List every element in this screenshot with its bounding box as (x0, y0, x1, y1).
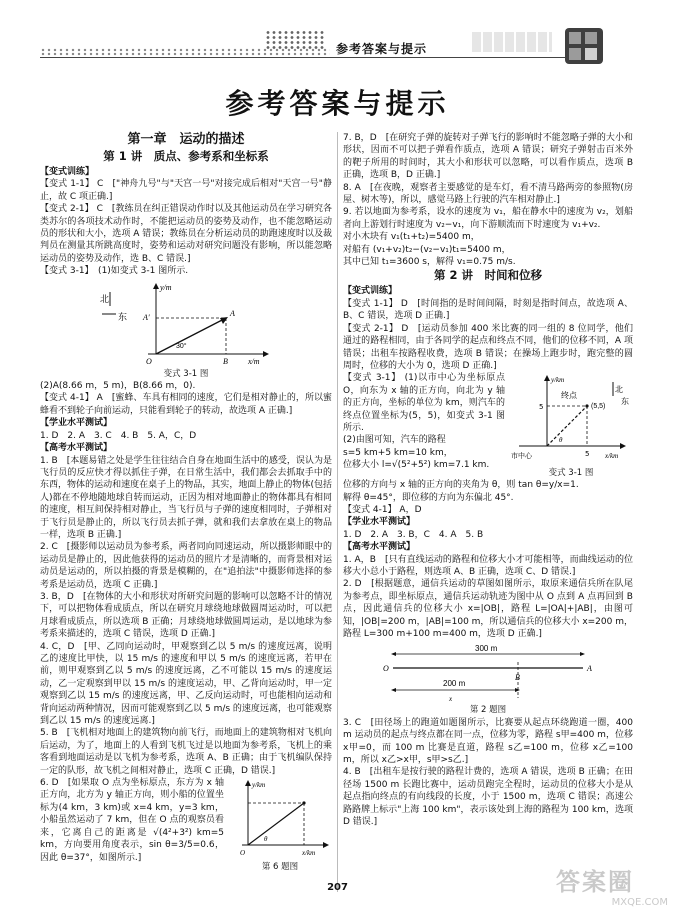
section-label: 【变式训练】 (343, 286, 398, 297)
section-label: 【变式训练】 (40, 167, 95, 177)
header-dot-pattern-2 (265, 30, 325, 50)
answer-paragraph: 4. B [出租车是按行驶的路程计费的，选项 A 错误，选项 B 正确；在田径场 1500 m 长跑比赛中，运动员跑完全程时，运动员的位移大小是从起点指向终点的有向线段的长度，小于 1500 m，选项 C 错误；高速公路路牌上标示"上海 100 km"，表示该处到上海的路程为 100 km，选项 D 错误.] (343, 767, 633, 828)
figure-coordinate-3-1 (96, 280, 276, 368)
svg-text:y/km: y/km (551, 376, 565, 385)
svg-text:θ: θ (264, 835, 268, 844)
chapter-heading: 第一章 运动的描述 (127, 132, 245, 147)
watermark-line-2: MXQE.COM (611, 897, 668, 908)
fig-label-north: 北 (100, 293, 110, 304)
answer-paragraph: 2. D [根据题意，通信兵运动的草图如图所示，取原来通信兵所在队尾为参考点，即坐标原点，通信兵运动轨迹为图中从 O 点到 A 点再回到 B 点，因此通信兵的位移大小 x=|OB|，路程 L=|OA|+|AB|，由图可知，|OB|=200 m，|AB|=100 m，所以通信兵的位移大小 x=200 m，路程 L=300 m+100 m=400 m，选项 D 正确.] (343, 579, 633, 639)
section-label: 【高考水平测试】 (343, 542, 416, 553)
svg-text:30°: 30° (176, 342, 187, 350)
fig-label-center: 市中心 (511, 453, 532, 461)
column-divider (337, 132, 338, 892)
figure-caption: 变式 3-1 图 (163, 368, 209, 379)
section-label: 【高考水平测试】 (40, 443, 113, 454)
variant-3-1-row (343, 372, 633, 479)
svg-text:x/km: x/km (302, 849, 316, 858)
answer-paragraph: 位移的方向与 x 轴的正方向的夹角为 θ，则 tan θ=y/x=1. (343, 480, 579, 491)
right-column (343, 132, 633, 828)
answer-paragraph: (2)A(8.66 m，5 m)，B(8.66 m，0). (40, 381, 196, 392)
answer-paragraph: 7. B，D [在研究子弹的旋转对子弹飞行的影响时不能忽略子弹的大小和形状，因而不可以把子弹看作质点，选项 A 错误；研究子弹射击百米外的靶子所用的时间时，其大小和形状可以忽略，可以看作质点，选项 B 正确，选项 B，D 正确.] (343, 133, 633, 181)
header-title: 参考答案与提示 (336, 42, 428, 56)
answer-paragraph: 对小木块有 v₁(t₁+t₂)=5400 m， (343, 232, 480, 243)
figure-coordinate-2-3-1 (509, 372, 633, 462)
fig-label-point: (5,5) (591, 403, 606, 411)
answer-paragraph: 3. B，D [在物体的大小和形状对所研究问题的影响可以忽略不计的情况下，可以把物体看成质点，所以在研究月球绕地球做圆周运动时，可以把月球看成质点，所以选项 B 正确；月球绕地球做圆周运动，是以地球为参考系来描述的，选项 C 错误，选项 D 正确.] (40, 591, 332, 640)
svg-text:A: A (587, 664, 592, 674)
answer-paragraph: 位移大小 l=√(5²+5²) km=7.1 km. (343, 460, 490, 471)
lecture-heading-1: 第 1 讲 质点、参考系和坐标系 (103, 149, 269, 163)
figure-caption: 变式 3-1 图 (548, 467, 594, 478)
answer-paragraph: 【变式 2-1】 C [教练员在纠正错误动作时以及其他运动员在学习研究各类苏尔的各项技术动作时，不能把运动员的姿势及动作，也不能忽略运动员的形状和大小，选项 A 错误；教练员在分析运动员的助跑速度时以及裁判员在测量其所跳高度时，姿势和运动对研究问题没有影响，所以能忽略运动员的姿势及动作，选 B、C 错误.] (40, 204, 332, 264)
answer-paragraph: 【变式 3-1】 (1)如变式 3-1 图所示. (40, 266, 189, 277)
svg-text:A: A (230, 308, 235, 318)
watermark-line-1: 答案圈 (556, 868, 634, 896)
fig4-bottom-label: 200 m (443, 679, 466, 689)
answer-paragraph: 1. D 2. A 3. C 4. B 5. A，C，D (40, 430, 197, 441)
svg-text:B: B (515, 673, 520, 683)
svg-text:东: 东 (621, 397, 629, 407)
svg-text:北: 北 (615, 385, 623, 395)
answer-paragraph: 5. B [飞机相对地面上的建筑物向前飞行，而地面上的建筑物相对飞机向后运动，为了，地面上的人看到飞机飞过是以地面为参考系，飞机上的乘客看到地面运动是以飞机为参考系，选项 A、B 正确；由于飞机编队保持一定的队形，故飞机之间相对静止，选项 C 正确，D 错误.] (40, 728, 332, 776)
figure-q6 (228, 777, 332, 857)
answer-paragraph: 1. D 2. A 3. B，C 4. A 5. B (343, 529, 484, 540)
answer-paragraph: 【变式 1-1】 C ["神舟九号"与"天宫一号"对接完成后相对"天宫一号"静止，故 C 项正确.] (40, 179, 332, 202)
svg-text:O: O (240, 849, 246, 858)
answer-paragraph: 2. C [摄影师以运动员为参考系，两者同向同速运动，所以摄影师眼中的运动员是静止的，因此他获得的运动员的照片才是清晰的，而背景相对运动员是运动的，所以拍摄的背景是模糊的，在"追拍法"中摄影师选择的参考系是运动员，选项 C 正确.] (40, 542, 332, 590)
answer-paragraph: 对船有 (v₁+v₂)t₂−(v₂−v₁)t₁=5400 m， (343, 244, 511, 255)
fig-vector-OA (156, 318, 226, 354)
answer-paragraph: 【变式 4-1】 A，D (343, 504, 422, 515)
svg-text:5: 5 (585, 450, 590, 459)
watermark (556, 862, 668, 907)
q6-row (40, 777, 332, 874)
svg-text:x/m: x/m (248, 356, 260, 366)
header-logo (565, 28, 603, 64)
fig-label-end: 终点 (561, 391, 577, 401)
svg-text:5: 5 (539, 403, 544, 412)
header-rule (40, 57, 580, 58)
svg-text:x: x (449, 695, 453, 704)
svg-text:x/km: x/km (605, 452, 619, 461)
answer-paragraph: 【变式 3-1】 (1)以市中心为坐标原点 O，向东为 x 轴的正方向，向北为 y 轴的正方向，坐标的单位为 km，则汽车的终点位置坐标为(5，5)，如变式 3-1 图所示. (343, 373, 505, 433)
svg-text:O: O (146, 356, 152, 366)
answer-paragraph: 4. C，D [甲、乙同向运动时，甲观察到乙以 5 m/s 的速度远离，说明乙的速度比甲快，以 15 m/s 的速度和甲以 5 m/s 的速度远离，若甲在前，则甲观察到乙以 5 m/s 的速度远离，乙不可能以 15 m/s 的速度运动，乙一定观察到甲以 15 m/s 的速度运动，甲、乙背向运动时，甲一定观察到乙以 15 m/s 的速度远离，甲、乙反向运动时，可也能相向运动和背向运动两种情况，因而可能观察到乙以 5 m/s 的速度远离，也可能观察到乙以 15 m/s 的速度远离.] (40, 641, 332, 727)
answer-paragraph: 【变式 1-1】 D [时间指的是时间间隔，时刻是指时间点，故选项 A、B、C 错误，选项 D 正确.] (343, 298, 633, 322)
answer-paragraph: 解得 θ=45°，即位移的方向为东偏北 45°. (343, 492, 514, 503)
header-decoration (472, 32, 552, 52)
answer-paragraph: 3. C [田径场上的跑道如题图所示，比赛要从起点环绕跑道一圈，400 m 运动员的起点与终点都在同一点，位移为零，路程 s甲=400 m，位移 x甲=0，而 100 m 比赛是直道，路程 s乙=100 m，位移 x乙=100 m，所以 x乙>x甲，s甲>s乙.] (343, 717, 633, 766)
left-column (40, 132, 332, 874)
svg-text:A′: A′ (143, 312, 150, 322)
svg-text:θ: θ (559, 436, 563, 445)
answer-paragraph: (2)由图可知，汽车的路程 (343, 435, 446, 446)
answer-paragraph: 其中已知 t₁=3600 s，解得 v₁=0.75 m/s. (343, 257, 516, 268)
svg-text:y/km: y/km (252, 781, 266, 790)
answer-paragraph: 8. A [在夜晚，观察者主要感觉的是车灯，看不清马路两旁的参照物(房屋、树木等)，所以，感觉马路上行驶的汽车相对静止.] (343, 182, 633, 206)
answer-paragraph: s=5 km+5 km=10 km， (343, 447, 453, 458)
section-label: 【学业水平测试】 (343, 517, 416, 528)
figure-caption: 第 2 题图 (469, 705, 507, 716)
figure-q2-track (363, 642, 613, 704)
answer-paragraph: 6. D [如果取 O 点为坐标原点，东方为 x 轴正方向，北方为 y 轴正方向，则小船的位置坐标为(4 km，3 km)或 x=4 km，y=3 km，小船虽然运动了 7 km，但在 O 点的观察员看来，它离自己的距离是 √(4²+3²) km=5 km，方向要用角度表示，sin θ=3/5=0.6，因此 θ=37°，如图所示.] (40, 778, 224, 863)
answer-paragraph: 1. B [本题易错之处是学生往往结合自身在地面生活中的感受，误认为是飞行员的反应快才得以抓住子弹，在日常生活中，我们都会去抓取手中的东西，物体的运动和速度在桌子上的物品，其实，地面上静止的物体(包括人)都在不停地随地球自转而运动，正因为相对地面静止的物体都具有相同的速度，相互间保持相对静止，当飞行员与子弹的速度相同时，子弹相对于飞行员是静止的，所以飞行员去抓子弹，就和我们去拿放在桌上的物品一样，选项 B 正确.] (40, 455, 332, 540)
fig-label-east: 东 (118, 311, 128, 322)
svg-text:O: O (383, 664, 389, 674)
svg-text:y/m: y/m (160, 282, 172, 292)
answer-paragraph: 9. 若以地面为参考系，设水的速度为 v₁，船在静水中的速度为 v₂，划船者向上游划行时速度为 v₂−v₁，向下游顺流而下时速度为 v₁+v₂. (343, 207, 633, 230)
fig4-top-label: 300 m (475, 644, 498, 654)
page-number: 207 (327, 882, 348, 893)
page-header (0, 0, 675, 62)
lecture-heading-2: 第 2 讲 时间和位移 (433, 268, 542, 283)
figure-caption: 第 6 题图 (261, 862, 299, 873)
answer-paragraph: 【变式 4-1】 A [蜜蜂、车具有相同的速度，它们是相对静止的，所以蜜蜂看不到轮子向前运动，只能看到轮子的转动，故选项 A 正确.] (40, 393, 332, 416)
page-title: 参考答案与提示 (225, 87, 450, 120)
section-label: 【学业水平测试】 (40, 418, 113, 429)
svg-text:B: B (223, 356, 228, 366)
answer-paragraph: 1. A，B [只有直线运动的路程和位移大小才可能相等，而曲线运动的位移大小总小于路程，则选项 A、B 正确，选项 C、D 错误.] (343, 554, 633, 577)
answer-paragraph: 【变式 2-1】 D [运动员参加 400 米比赛的同一组的 8 位同学，他们通过的路程相同，由于各同学的起点和终点不同，他们的位移不同，A 项错误；出租车按路程收费，选项 B 错误；在操场上跑步时，跑完整的圆周时，位移的大小为 0，选项 D 正确.] (343, 323, 633, 371)
